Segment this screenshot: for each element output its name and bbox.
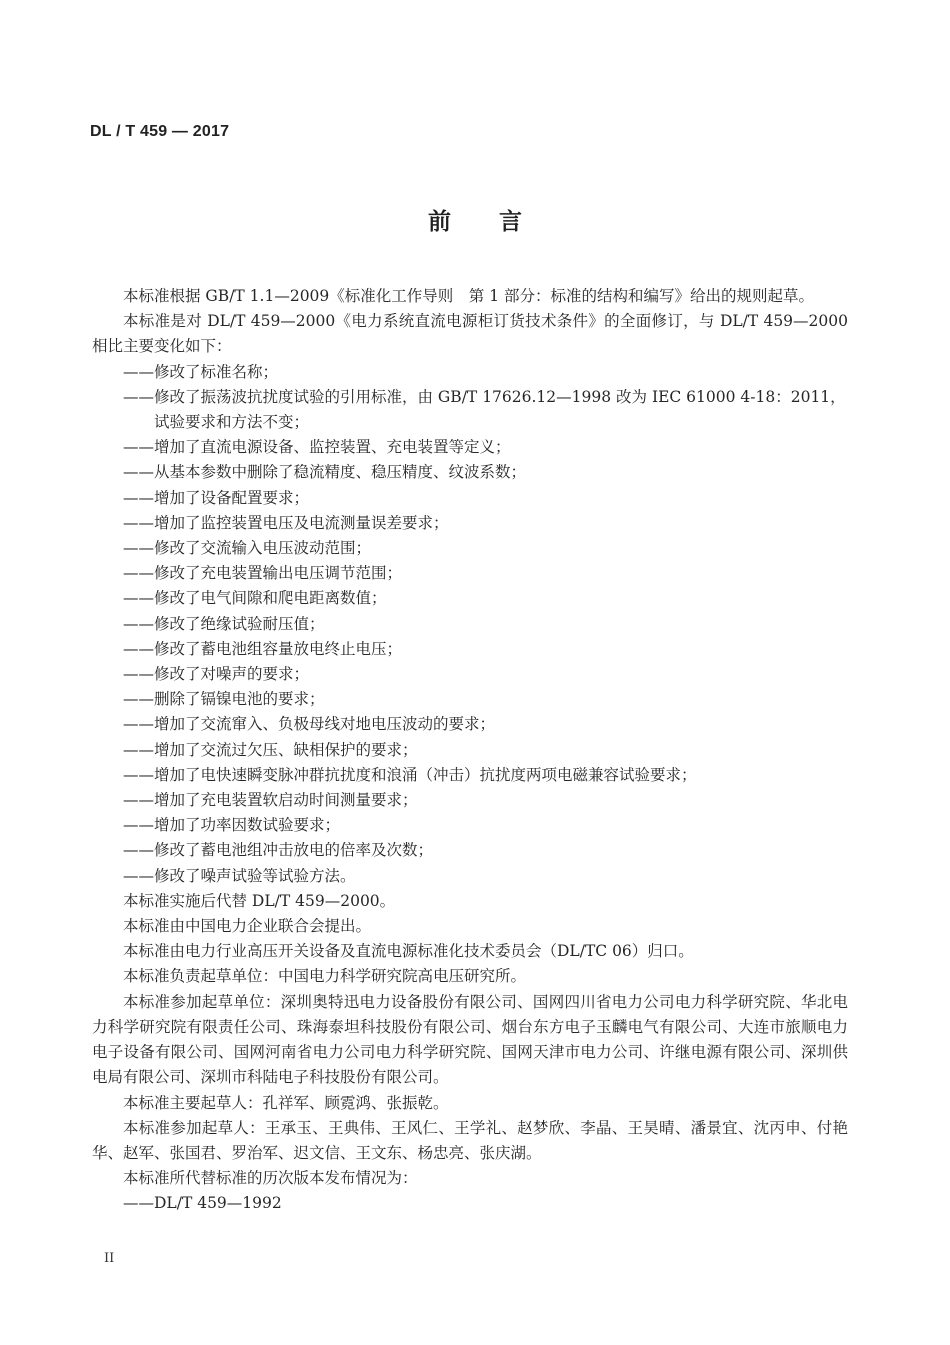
statement-replaces: 本标准实施后代替 DL/T 459—2000。 <box>123 891 396 910</box>
list-item: ——修改了充电装置输出电压调节范围； <box>123 564 403 583</box>
page-title: 前言 <box>428 209 570 235</box>
statement-main-drafters: 本标准主要起草人：孔祥军、顾霓鸿、张振乾。 <box>123 1093 449 1112</box>
list-item: ——修改了绝缘试验耐压值； <box>123 614 325 633</box>
statement-managed-by: 本标准由电力行业高压开关设备及直流电源标准化技术委员会（DL/TC 06）归口。 <box>123 942 694 961</box>
list-item: ——增加了电快速瞬变脉冲群抗扰度和浪涌（冲击）抗扰度两项电磁兼容试验要求； <box>123 765 697 784</box>
list-item: ——增加了交流窜入、负极母线对地电压波动的要求； <box>123 715 496 734</box>
list-item: ——从基本参数中删除了稳流精度、稳压精度、纹波系数； <box>123 463 527 482</box>
list-item: ——增加了设备配置要求； <box>123 488 310 507</box>
list-item: ——修改了交流输入电压波动范围； <box>123 539 372 558</box>
history-item: ——DL/T 459—1992 <box>123 1194 282 1213</box>
statement-proposed-by: 本标准由中国电力企业联合会提出。 <box>123 917 372 936</box>
list-item: ——修改了蓄电池组容量放电终止电压； <box>123 639 403 658</box>
paragraph-drafting-rules: 本标准根据 GB/T 1.1—2009《标准化工作导则 第 1 部分：标准的结构和编写》给出的规则起草。 <box>123 287 815 305</box>
list-item: ——修改了蓄电池组冲击放电的倍率及次数； <box>123 841 434 860</box>
list-item: ——增加了功率因数试验要求； <box>123 816 341 835</box>
statement-history-intro: 本标准所代替标准的历次版本发布情况为： <box>123 1169 418 1188</box>
list-item: ——增加了充电装置软启动时间测量要求； <box>123 791 418 810</box>
foreword-body <box>92 284 848 1217</box>
list-item: ——增加了监控装置电压及电流测量误差要求； <box>123 513 449 532</box>
document-code: DL / T 459 — 2017 <box>90 123 230 140</box>
paragraph-revision-intro: 本标准是对 DL/T 459—2000《电力系统直流电源柜订货技术条件》的全面修订，与 DL/T 459—2000 相比主要变化如下： <box>92 312 848 356</box>
statement-participating-units: 本标准参加起草单位：深圳奥特迅电力设备股份有限公司、国网四川省电力公司电力科学研究院、华北电力科学研究院有限责任公司、珠海泰坦科技股份有限公司、烟台东方电子玉麟电气有限公司、大连市旅顺电力电子设备有限公司、国网河南省电力公司电力科学研究院、国网天津市电力公司、许继电源有限公司、深圳供电局有限公司、深圳市科陆电子科技股份有限公司。 <box>92 992 848 1087</box>
page-number: II <box>104 1251 115 1266</box>
list-item: ——增加了交流过欠压、缺相保护的要求； <box>123 740 418 759</box>
statement-responsible-drafter: 本标准负责起草单位：中国电力科学研究院高电压研究所。 <box>123 967 527 986</box>
list-item: ——修改了噪声试验等试验方法。 <box>123 866 356 885</box>
list-item: ——增加了直流电源设备、监控装置、充电装置等定义； <box>123 438 511 457</box>
list-item: ——修改了电气间隙和爬电距离数值； <box>123 589 387 608</box>
list-item: ——删除了镉镍电池的要求； <box>123 690 325 709</box>
list-item: ——修改了振荡波抗扰度试验的引用标准，由 GB/T 17626.12—1998 改为 IEC 61000 4-18：2011，试验要求和方法不变； <box>123 387 846 432</box>
list-item: ——修改了对噪声的要求； <box>123 665 310 684</box>
changes-list <box>92 360 848 889</box>
statement-other-drafters: 本标准参加起草人：王承玉、王典伟、王风仁、王学礼、赵梦欣、李晶、王昊晴、潘景宜、沈丙申、付艳华、赵军、张国君、罗治军、迟文信、王文东、杨忠亮、张庆湖。 <box>92 1118 848 1162</box>
list-item: ——修改了标准名称； <box>123 362 279 381</box>
